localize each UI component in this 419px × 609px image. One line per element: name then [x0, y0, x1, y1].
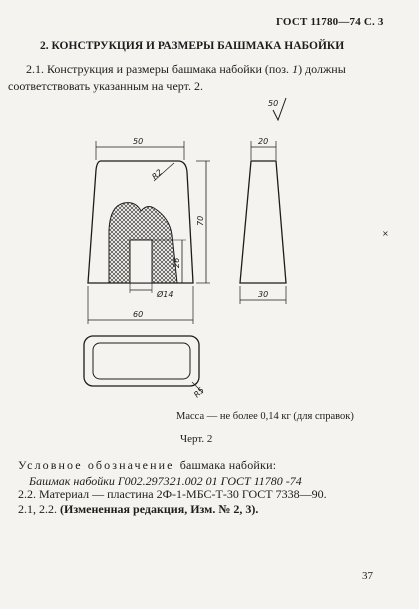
paragraph-text: 2.1. Конструкция и размеры башмака набойки (поз. [26, 62, 293, 76]
paragraph-2-1-line-2: соответствовать указанным на черт. 2. [8, 79, 203, 93]
dim-top-width: 50 [133, 137, 144, 146]
revision-text: (Измененная редакция, Изм. № 2, 3). [60, 502, 259, 516]
designation-example: Башмак набойки Г002.297321.002 01 ГОСТ 11780 -74 [29, 474, 302, 488]
dim-height: 70 [196, 215, 205, 226]
designation-line [18, 458, 276, 473]
mass-note: Масса — не более 0,14 кг (для справок) [176, 411, 354, 422]
front-view [88, 141, 210, 324]
material-line: 2.2. Материал — пластина 2Ф-1-МБС-Т-30 ГОСТ 7338—90. [18, 487, 327, 501]
side-view [240, 141, 286, 304]
designation-label: Условное обозначение [18, 458, 175, 472]
page-number: 37 [362, 570, 373, 582]
position-number: 1 [292, 62, 299, 76]
plan-view [84, 336, 203, 393]
paragraph-text: ) должны [298, 62, 346, 76]
revision-note [18, 502, 258, 517]
dim-side-base: 30 [258, 290, 269, 299]
dim-hole-diameter: Ø14 [157, 290, 174, 299]
revision-prefix: 2.1, 2.2. [18, 502, 60, 516]
figure-caption: Черт. 2 [180, 433, 213, 445]
designation-label-rest: башмака набойки: [179, 458, 277, 472]
stray-mark: × [382, 229, 389, 238]
roughness-value: 50 [268, 99, 279, 108]
section-title: 2. КОНСТРУКЦИЯ И РАЗМЕРЫ БАШМАКА НАБОЙКИ [40, 40, 345, 52]
dim-radius-top: R2 [150, 167, 165, 182]
dim-base-width: 60 [133, 310, 144, 319]
dim-side-top: 20 [258, 137, 269, 146]
dim-corner-radius: R5 [192, 385, 206, 400]
page-header: ГОСТ 11780—74 С. 3 [276, 16, 384, 28]
dim-hole-height: 26 [172, 257, 181, 268]
